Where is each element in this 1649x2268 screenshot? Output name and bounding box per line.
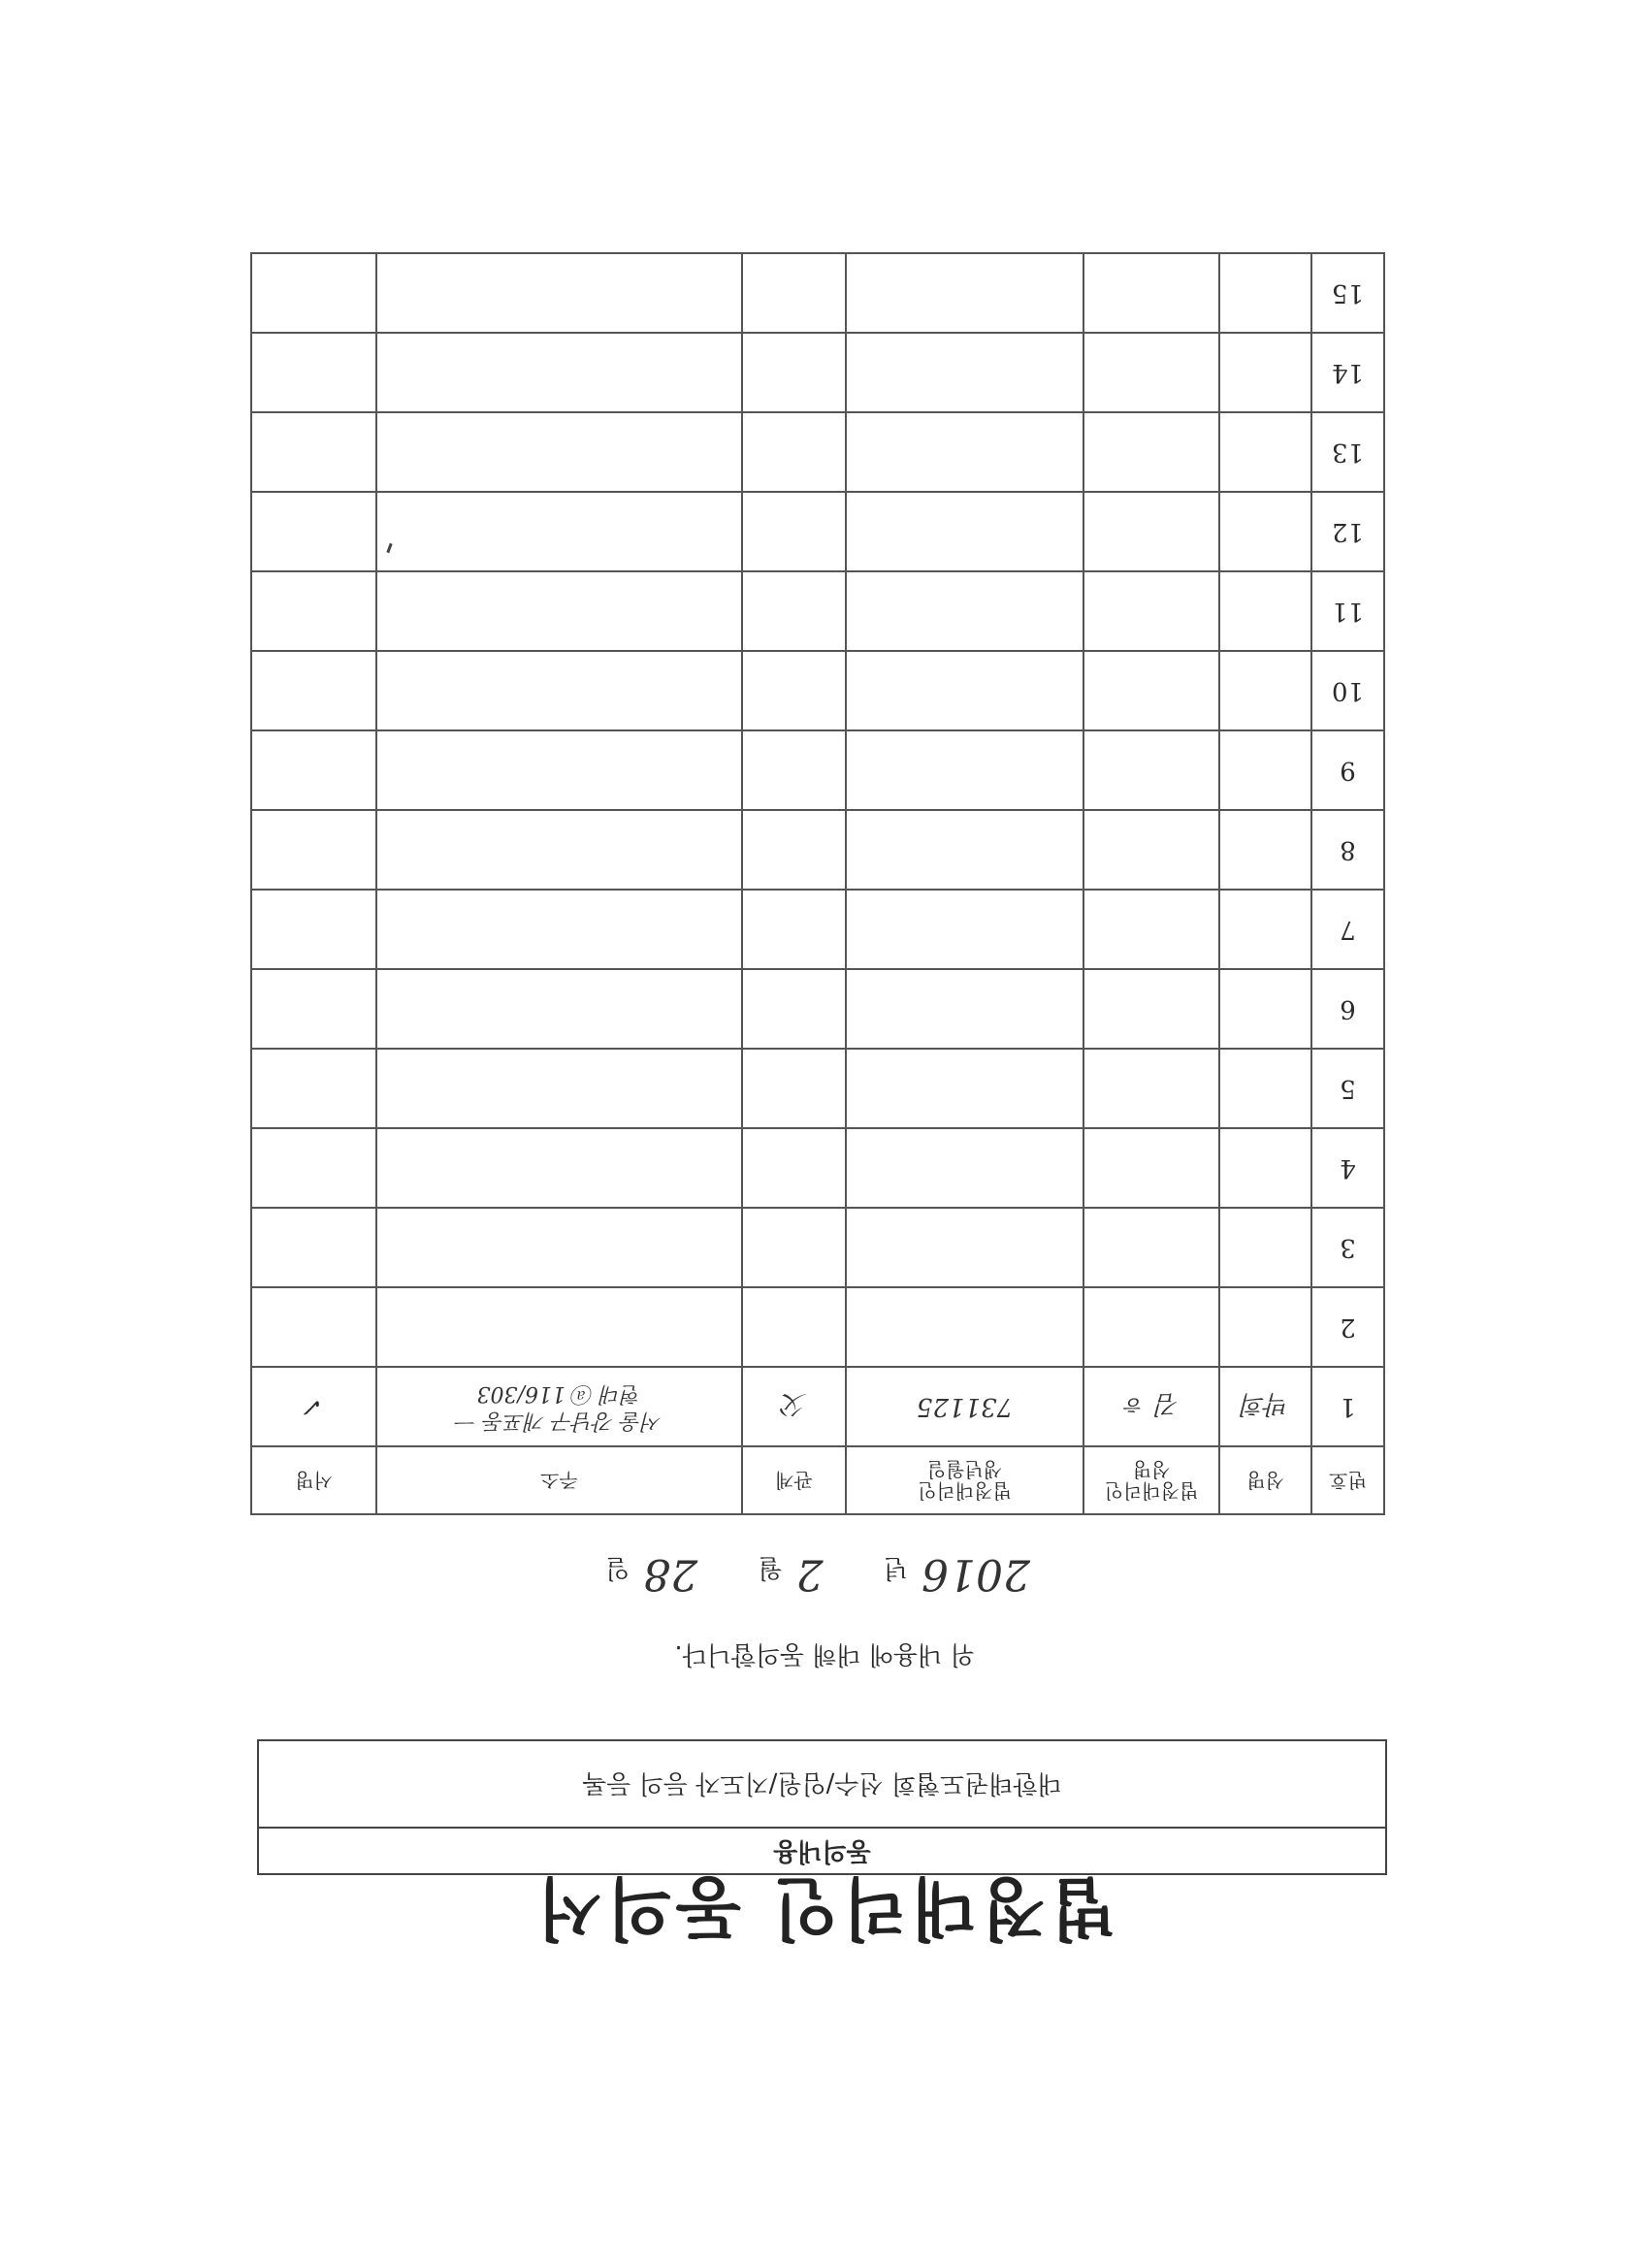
cell-signature — [251, 1208, 376, 1287]
cell-address — [376, 571, 742, 651]
cell-name — [1219, 253, 1311, 333]
cell-num: 7 — [1311, 890, 1384, 969]
cell-relation — [742, 253, 846, 333]
cell-relation — [742, 1208, 846, 1287]
date-month: 2 — [795, 1549, 824, 1599]
cell-address — [376, 1128, 742, 1208]
cell-guardian-name — [1083, 1208, 1219, 1287]
guardian-table — [250, 252, 1385, 1515]
header-guardian-name: 법정대리인 성명 — [1083, 1446, 1219, 1514]
cell-address — [376, 969, 742, 1049]
cell-signature — [251, 890, 376, 969]
cell-guardian-name: 김 ㅎ — [1083, 1367, 1219, 1446]
cell-name — [1219, 412, 1311, 492]
cell-address — [376, 1367, 742, 1446]
table-body — [251, 253, 1384, 1446]
cell-guardian-name — [1083, 1287, 1219, 1367]
cell-num: 4 — [1311, 1128, 1384, 1208]
cell-signature — [251, 492, 376, 571]
cell-guardian-name — [1083, 730, 1219, 810]
cell-relation — [742, 492, 846, 571]
agreement-statement: 위 내용에 대해 동의합니다. — [674, 1639, 975, 1669]
cell-name — [1219, 1049, 1311, 1128]
table-row — [251, 651, 1384, 730]
cell-guardian-name — [1083, 810, 1219, 890]
header-signature: 서명 — [251, 1446, 376, 1514]
table-row — [251, 253, 1384, 333]
cell-relation — [742, 1287, 846, 1367]
cell-guardian-birth — [846, 1287, 1083, 1367]
cell-address — [376, 890, 742, 969]
cell-guardian-birth — [846, 810, 1083, 890]
table-row — [251, 890, 1384, 969]
cell-num: 10 — [1311, 651, 1384, 730]
date-year: 2016 — [921, 1549, 1030, 1599]
cell-relation — [742, 333, 846, 412]
table-row — [251, 810, 1384, 890]
cell-name — [1219, 1128, 1311, 1208]
cell-num: 11 — [1311, 571, 1384, 651]
cell-address — [376, 333, 742, 412]
cell-guardian-birth — [846, 412, 1083, 492]
table-row — [251, 1287, 1384, 1367]
cell-guardian-name — [1083, 492, 1219, 571]
cell-guardian-name — [1083, 333, 1219, 412]
cell-relation — [742, 730, 846, 810]
cell-name — [1219, 492, 1311, 571]
cell-address — [376, 253, 742, 333]
cell-guardian-name — [1083, 969, 1219, 1049]
header-guardian-birth: 법정대리인 생년월일 — [846, 1446, 1083, 1514]
cell-name — [1219, 333, 1311, 412]
cell-signature — [251, 412, 376, 492]
cell-signature — [251, 1049, 376, 1128]
table-row — [251, 1128, 1384, 1208]
cell-num: 15 — [1311, 253, 1384, 333]
cell-guardian-birth — [846, 1049, 1083, 1128]
table-row — [251, 1367, 1384, 1446]
cell-num: 5 — [1311, 1049, 1384, 1128]
address-line-1: 서울 강남구 개포동 ㅡ — [456, 1409, 663, 1433]
cell-guardian-name — [1083, 1049, 1219, 1128]
header-number: 번호 — [1311, 1446, 1384, 1514]
table-row — [251, 1049, 1384, 1128]
cell-name — [1219, 890, 1311, 969]
cell-name — [1219, 571, 1311, 651]
consent-box — [257, 1739, 1387, 1875]
cell-name: 박희 — [1219, 1367, 1311, 1446]
cell-guardian-birth — [846, 651, 1083, 730]
header-address: 주소 — [376, 1446, 742, 1514]
cell-relation — [742, 651, 846, 730]
address-line-2: 현대 ⓐ 116/303 — [476, 1381, 642, 1406]
cell-num: 3 — [1311, 1208, 1384, 1287]
cell-relation — [742, 571, 846, 651]
cell-guardian-birth — [846, 1128, 1083, 1208]
cell-address — [376, 651, 742, 730]
cell-guardian-birth — [846, 333, 1083, 412]
cell-num: 2 — [1311, 1287, 1384, 1367]
cell-address — [376, 810, 742, 890]
cell-guardian-name — [1083, 1128, 1219, 1208]
cell-guardian-birth: 731125 — [846, 1367, 1083, 1446]
cell-signature — [251, 651, 376, 730]
cell-guardian-name — [1083, 571, 1219, 651]
cell-name — [1219, 651, 1311, 730]
cell-name — [1219, 1208, 1311, 1287]
cell-num: 6 — [1311, 969, 1384, 1049]
cell-signature — [251, 1128, 376, 1208]
table-header-row — [251, 1446, 1384, 1514]
cell-guardian-birth — [846, 730, 1083, 810]
date-line — [0, 1549, 1649, 1599]
date-day: 28 — [643, 1549, 698, 1599]
cell-signature — [251, 571, 376, 651]
cell-relation: 父 — [742, 1367, 846, 1446]
cell-name — [1219, 1287, 1311, 1367]
cell-num: 1 — [1311, 1367, 1384, 1446]
cell-address — [376, 1287, 742, 1367]
cell-num: 8 — [1311, 810, 1384, 890]
cell-guardian-name — [1083, 412, 1219, 492]
table-row — [251, 1208, 1384, 1287]
cell-relation — [742, 412, 846, 492]
cell-name — [1219, 730, 1311, 810]
cell-guardian-birth — [846, 1208, 1083, 1287]
table-row — [251, 969, 1384, 1049]
cell-signature — [251, 333, 376, 412]
cell-address — [376, 412, 742, 492]
cell-address — [376, 492, 742, 571]
cell-relation — [742, 810, 846, 890]
cell-address — [376, 730, 742, 810]
date-month-unit: 월 — [758, 1553, 783, 1582]
cell-address — [376, 1049, 742, 1128]
table-row — [251, 730, 1384, 810]
date-day-unit: 일 — [605, 1553, 630, 1582]
page-title: 법정대리인 동의서 — [533, 1868, 1116, 1948]
header-relation: 관계 — [742, 1446, 846, 1514]
cell-relation — [742, 1049, 846, 1128]
cell-relation — [742, 969, 846, 1049]
cell-signature — [251, 1287, 376, 1367]
cell-signature — [251, 253, 376, 333]
cell-name — [1219, 969, 1311, 1049]
cell-signature: ✓ — [251, 1367, 376, 1446]
cell-guardian-birth — [846, 571, 1083, 651]
cell-guardian-birth — [846, 492, 1083, 571]
header-name: 성명 — [1219, 1446, 1311, 1514]
table-row — [251, 492, 1384, 571]
table-row — [251, 333, 1384, 412]
cell-guardian-birth — [846, 253, 1083, 333]
date-year-unit: 년 — [883, 1553, 908, 1582]
cell-signature — [251, 730, 376, 810]
consent-body: 대한태권도협회 선수/임원/지도자 등의 등록 — [582, 1768, 1062, 1798]
cell-guardian-name — [1083, 253, 1219, 333]
cell-num: 9 — [1311, 730, 1384, 810]
consent-header: 동의내용 — [259, 1827, 1385, 1873]
cell-num: 14 — [1311, 333, 1384, 412]
cell-relation — [742, 890, 846, 969]
cell-relation — [742, 1128, 846, 1208]
cell-signature — [251, 969, 376, 1049]
table-row — [251, 412, 1384, 492]
cell-num: 12 — [1311, 492, 1384, 571]
cell-num: 13 — [1311, 412, 1384, 492]
cell-name — [1219, 810, 1311, 890]
cell-guardian-birth — [846, 890, 1083, 969]
cell-guardian-birth — [846, 969, 1083, 1049]
cell-guardian-name — [1083, 890, 1219, 969]
cell-address — [376, 1208, 742, 1287]
cell-signature — [251, 810, 376, 890]
cell-guardian-name — [1083, 651, 1219, 730]
table-row — [251, 571, 1384, 651]
